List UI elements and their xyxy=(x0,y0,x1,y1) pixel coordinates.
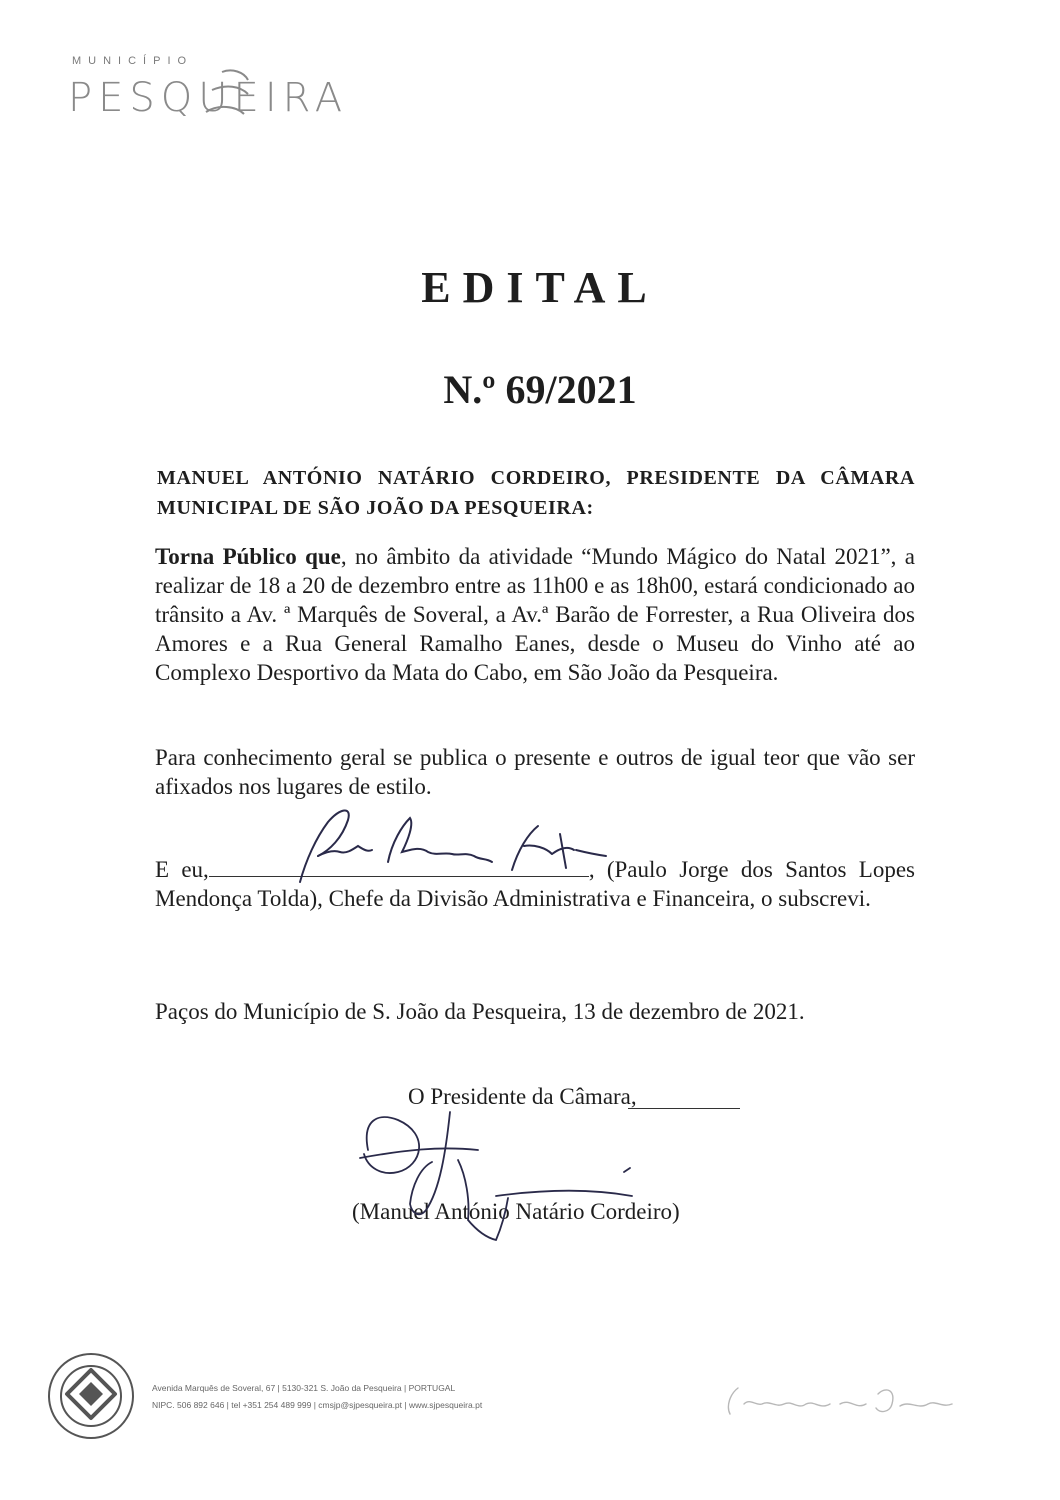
announcement-body: , no âmbito da atividade “Mundo Mágico do Natal 2021”, a realizar de 18 a 20 de dezembro entre as 11h00 e as 18h00, estará condicionado ao trânsito a Av. ª Marquês de Soveral, a Av.ª Barão de Forrester, a Rua Oliveira dos Amores e a Rua General Ramalho Eanes, desde o Museu do Vinho até ao Complexo Desportivo da Mata do Cabo, em São João da Pesqueira. xyxy=(155,544,915,685)
place-date-line: Paços do Município de S. João da Pesqueira, 13 de dezembro de 2021. xyxy=(155,999,805,1024)
world-heritage-seal xyxy=(46,1351,136,1441)
announcement-paragraph xyxy=(155,542,915,687)
footer-contacts: NIPC. 506 892 646 | tel +351 254 489 999 | cmsjp@sjpesqueira.pt | www.sjpesqueira.pt xyxy=(152,1400,483,1410)
president-title: O Presidente da Câmara, xyxy=(408,1084,637,1109)
document-title: EDITAL xyxy=(421,263,659,312)
logo-small-text: MUNICÍPIO xyxy=(72,55,194,67)
subscription-paragraph xyxy=(155,855,915,913)
issuer-heading: MANUEL ANTÓNIO NATÁRIO CORDEIRO, PRESIDENTE DA CÂMARA MUNICIPAL DE SÃO JOÃO DA PESQUEIRA: xyxy=(157,467,915,519)
footer-address: Avenida Marquês de Soveral, 67 | 5130-321 S. João da Pesqueira | PORTUGAL xyxy=(152,1383,456,1393)
municipality-logo xyxy=(68,55,368,125)
signature-blank-line xyxy=(209,858,589,877)
document-number: N.º 69/2021 xyxy=(443,367,637,412)
footer-contact xyxy=(152,1380,482,1414)
president-name: (Manuel António Natário Cordeiro) xyxy=(352,1199,680,1224)
publication-paragraph: Para conhecimento geral se publica o presente e outros de igual teor que vão ser afixados nos lugares de estilo. xyxy=(155,745,915,799)
announcement-lead: Torna Público que xyxy=(155,544,341,569)
subscription-end: , (Paulo Jorge dos Santos Lopes Mendonça Tolda), Chefe da Divisão Administrativa e Financeira, o subscrevi. xyxy=(155,857,915,911)
slogan-handwriting xyxy=(728,1388,952,1414)
president-signature-line xyxy=(628,1108,740,1109)
logo-big-text: PESQUEIRA xyxy=(68,75,349,121)
subscription-start: E eu, xyxy=(155,857,209,882)
